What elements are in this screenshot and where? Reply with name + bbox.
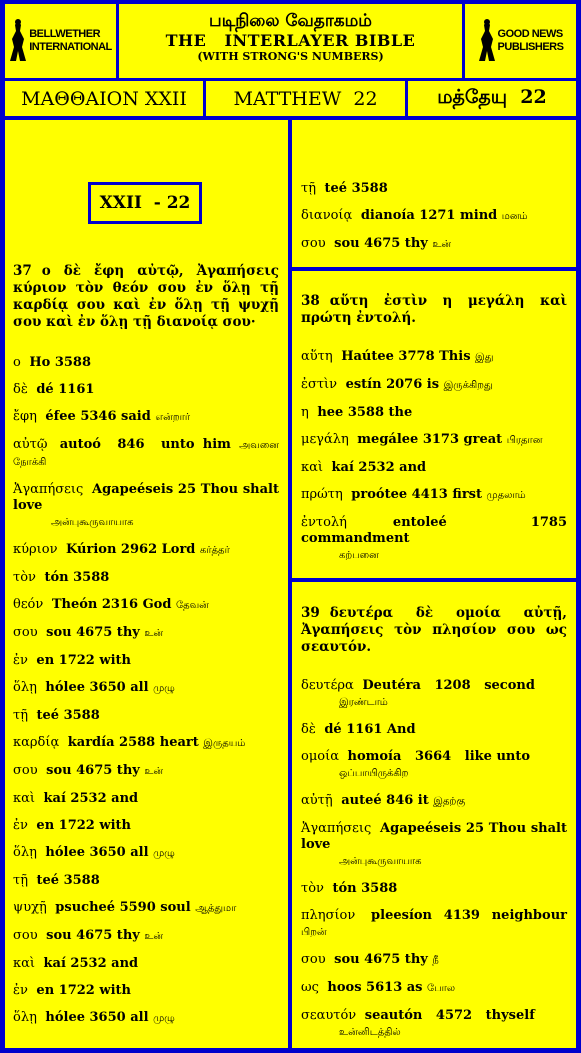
greek-word: αὐτῇ <box>301 793 333 808</box>
tamil-meaning: இரண்டாம் <box>339 697 388 708</box>
tamil-continuation <box>301 1024 567 1041</box>
word-entry <box>301 208 567 225</box>
transliteration: tón 3588 <box>327 881 402 896</box>
transliteration: kaí 2532 and <box>327 460 431 475</box>
tamil-meaning: அவனை நோக்கி <box>13 440 279 468</box>
tamil-meaning: உன் <box>144 766 164 777</box>
transliteration: dé 1161 <box>31 382 99 397</box>
word-entry <box>301 432 567 449</box>
greek-word: ομοία <box>301 749 339 764</box>
word-entry <box>301 881 567 897</box>
verse-number: 39 <box>301 605 320 621</box>
transliteration: sou 4675 thy <box>329 236 433 251</box>
word-entry <box>13 983 279 999</box>
word-entry <box>13 542 279 559</box>
book-title-greek <box>5 81 203 116</box>
transliteration: tón 3588 <box>39 570 114 585</box>
verse-number: 37 <box>13 263 32 279</box>
greek-word: καὶ <box>301 460 324 475</box>
word-entry <box>301 349 567 366</box>
greek-word: καὶ <box>13 791 36 806</box>
greek-word: σου <box>13 763 38 778</box>
transliteration: pleesíon 4139 neighbour <box>359 908 572 923</box>
goodnews-logo-box <box>465 4 576 78</box>
tamil-meaning: முழு <box>153 683 175 694</box>
word-list <box>301 181 567 253</box>
verse-greek: ο δὲ ἔφη αὐτῷ, Ἀγαπήσεις κύριον τὸν θεόν σου ἐν ὅλῃ τῇ καρδίᾳ σου καὶ ἐν ὅλῃ τῇ ψυχῇ σου καὶ ἐν ὅλῃ τῇ διανοίᾳ σου· <box>13 263 279 330</box>
greek-word: η <box>301 405 309 420</box>
tamil-meaning: பிறன் <box>301 927 327 938</box>
word-entry <box>13 791 279 807</box>
tamil-meaning: போல <box>427 983 456 994</box>
tamil-meaning: உன்னிடத்தில் <box>339 1027 401 1038</box>
tamil-meaning: இருக்கிறது <box>443 380 493 391</box>
transliteration: teé 3588 <box>31 708 105 723</box>
word-entry <box>301 515 577 564</box>
transliteration: éfee 5346 said <box>40 409 156 424</box>
logo-line-2: PUBLISHERS <box>497 41 564 53</box>
tamil-meaning: உன் <box>432 239 452 250</box>
tamil-meaning: மனம் <box>501 211 528 222</box>
tamil-continuation <box>301 694 567 711</box>
greek-word: Ἀγαπήσεις <box>13 482 84 497</box>
greek-word: ψυχῇ <box>13 900 47 915</box>
transliteration: proótee 4413 first <box>346 487 487 502</box>
greek-word: τὸν <box>301 881 324 896</box>
word-entry <box>13 437 279 471</box>
transliteration: autoó 846 unto him <box>51 437 240 452</box>
greek-word: θεόν <box>13 597 44 612</box>
tamil-meaning: அன்புகூருவாயாக <box>339 856 422 867</box>
transliteration: hólee 3650 all <box>40 845 154 860</box>
word-entry <box>301 236 567 253</box>
transliteration: teé 3588 <box>31 873 105 888</box>
transliteration: Agapeéseis 25 Thou shalt love <box>301 821 572 852</box>
title-english: THE INTERLAYER BIBLE <box>165 31 416 50</box>
book-title-tamil <box>408 81 576 116</box>
greek-word: ἐντολή <box>301 515 347 530</box>
word-list <box>13 355 284 1027</box>
greek-word: σου <box>301 236 326 251</box>
transliteration: Agapeéseis 25 Thou shalt love <box>13 482 284 513</box>
word-entry <box>301 1008 567 1041</box>
greek-word: δευτέρα <box>301 678 354 693</box>
logo-line-1: GOOD NEWS <box>497 28 563 40</box>
transliteration: hólee 3650 all <box>40 680 154 695</box>
transliteration: auteé 846 it <box>336 793 434 808</box>
word-entry <box>301 980 567 997</box>
greek-word: πρώτη <box>301 487 343 502</box>
greek-word: διανοίᾳ <box>301 208 353 223</box>
greek-word: τῇ <box>13 708 28 723</box>
verse-39-text <box>301 605 567 656</box>
chapter-label <box>88 182 202 224</box>
tamil-meaning: முழு <box>153 1013 175 1024</box>
word-list <box>301 349 577 564</box>
word-entry <box>301 678 567 711</box>
transliteration: kaí 2532 and <box>39 791 143 806</box>
transliteration: sou 4675 thy <box>41 763 145 778</box>
greek-word: δὲ <box>301 722 316 737</box>
transliteration: kaí 2532 and <box>39 956 143 971</box>
verse-37-text <box>13 263 279 331</box>
greek-word: Ἀγαπήσεις <box>301 821 372 836</box>
transliteration: en 1722 with <box>31 818 136 833</box>
tamil-meaning: இதற்கு <box>433 796 466 807</box>
greek-word: ἔφη <box>13 409 37 424</box>
word-entry <box>13 482 284 531</box>
bellwether-sheep-icon <box>9 17 27 65</box>
transliteration: teé 3588 <box>319 181 393 196</box>
tamil-meaning: முழு <box>153 848 175 859</box>
word-entry <box>13 956 279 972</box>
word-entry <box>13 818 279 834</box>
greek-word: ὅλῃ <box>13 1010 37 1025</box>
greek-word: καὶ <box>13 956 36 971</box>
word-entry <box>13 570 279 586</box>
verse-37-block <box>13 263 284 1038</box>
verse-38-text <box>301 293 567 327</box>
word-entry <box>301 377 567 394</box>
word-entry <box>13 409 279 426</box>
tamil-meaning: கற்பனை <box>339 550 379 561</box>
book-tamil-label: மத்தேயு 22 <box>437 86 547 108</box>
tamil-meaning: இருதயம் <box>203 738 246 749</box>
transliteration: kardía 2588 heart <box>63 735 204 750</box>
tamil-continuation <box>301 547 567 564</box>
tamil-meaning: கர்த்தர் <box>199 545 230 556</box>
greek-word: τῇ <box>13 873 28 888</box>
tamil-meaning: பிரதான <box>506 435 543 446</box>
tamil-meaning: நீ <box>432 955 439 966</box>
transliteration: Haútee 3778 This <box>336 349 476 364</box>
word-entry <box>13 845 279 862</box>
transliteration: psucheé 5590 soul <box>50 900 196 915</box>
word-entry <box>13 1010 279 1027</box>
word-entry <box>13 928 279 945</box>
greek-word: σου <box>301 952 326 967</box>
word-entry <box>301 405 567 421</box>
tamil-meaning: இது <box>475 352 494 363</box>
greek-word: πλησίον <box>301 908 356 923</box>
transliteration: en 1722 with <box>31 653 136 668</box>
word-entry <box>13 900 279 917</box>
tamil-continuation <box>13 514 279 531</box>
greek-word: δὲ <box>13 382 28 397</box>
transliteration: hoos 5613 as <box>322 980 428 995</box>
transliteration: seautón 4572 thyself <box>360 1008 540 1023</box>
greek-word: αὐτῷ <box>13 437 48 452</box>
greek-word: μεγάλη <box>301 432 349 447</box>
tamil-continuation <box>301 765 567 782</box>
book-greek-label: ΜΑΘΘΑΙΟΝ XXII <box>21 87 187 110</box>
word-entry <box>301 952 567 969</box>
transliteration: megálee 3173 great <box>352 432 507 447</box>
word-entry <box>301 908 572 941</box>
word-entry <box>13 382 279 398</box>
transliteration: sou 4675 thy <box>41 625 145 640</box>
word-entry <box>13 597 279 614</box>
tamil-meaning: உன் <box>144 628 164 639</box>
greek-word: τῇ <box>301 181 316 196</box>
greek-word: σεαυτόν <box>301 1008 357 1023</box>
greek-word: καρδίᾳ <box>13 735 60 750</box>
tamil-meaning: முதலாம் <box>486 490 526 501</box>
greek-word: τὸν <box>13 570 36 585</box>
transliteration: Kúrion 2962 Lord <box>61 542 200 557</box>
greek-word: ἐν <box>13 983 28 998</box>
word-entry <box>301 749 567 782</box>
book-title-english <box>206 81 405 116</box>
chapter-label-text: XXII - 22 <box>99 193 191 213</box>
tamil-meaning: ஆத்துமா <box>195 903 237 914</box>
transliteration: hee 3588 the <box>312 405 417 420</box>
greek-word: κύριον <box>13 542 58 557</box>
title-tamil: படிநிலை வேதாகமம் <box>209 11 372 31</box>
transliteration: entoleé 1785 commandment <box>301 515 577 546</box>
transliteration: dianoía 1271 mind <box>356 208 502 223</box>
logo-line-2: INTERNATIONAL <box>29 41 112 53</box>
goodnews-figure-icon <box>478 17 496 65</box>
greek-word: σου <box>13 625 38 640</box>
word-entry <box>13 873 279 889</box>
verse-greek: δευτέρα δὲ ομοία αὐτῇ, Ἀγαπήσεις τὸν πλησίον σου ως σεαυτόν. <box>301 605 567 655</box>
word-entry <box>301 181 567 197</box>
tamil-continuation <box>301 853 567 870</box>
word-entry <box>301 460 567 476</box>
verse-39-block <box>301 605 572 1052</box>
title-box <box>119 4 462 78</box>
word-entry <box>301 821 572 870</box>
bellwether-logo-box <box>5 4 116 78</box>
greek-word: ως <box>301 980 319 995</box>
word-entry <box>13 680 279 697</box>
verse-number: 38 <box>301 293 320 309</box>
word-entry <box>301 487 567 504</box>
word-list <box>301 678 572 1041</box>
greek-word: αὕτη <box>301 349 333 364</box>
transliteration: homoía 3664 like unto <box>342 749 535 764</box>
greek-word: ο <box>13 355 21 370</box>
greek-word: ἐστὶν <box>301 377 338 392</box>
word-entry <box>13 653 279 669</box>
tamil-meaning: உன் <box>144 931 164 942</box>
transliteration: dé 1161 And <box>319 722 421 737</box>
greek-word: ὅλῃ <box>13 845 37 860</box>
transliteration: Theón 2316 God <box>47 597 176 612</box>
transliteration: Deutéra 1208 second <box>357 678 540 693</box>
transliteration: hólee 3650 all <box>40 1010 154 1025</box>
transliteration: sou 4675 thy <box>41 928 145 943</box>
greek-word: ἐν <box>13 653 28 668</box>
word-entry <box>13 735 279 752</box>
word-entry <box>13 708 279 724</box>
transliteration: Ho 3588 <box>24 355 96 370</box>
verse-37-continued <box>301 181 567 264</box>
word-entry <box>13 355 279 371</box>
greek-word: ἐν <box>13 818 28 833</box>
transliteration: en 1722 with <box>31 983 136 998</box>
tamil-meaning: ஒப்பாயிருக்கிற <box>339 768 409 779</box>
word-entry <box>13 763 279 780</box>
tamil-meaning: தேவன் <box>175 600 209 611</box>
transliteration: sou 4675 thy <box>329 952 433 967</box>
word-entry <box>13 625 279 642</box>
word-entry <box>301 722 567 738</box>
title-subtitle: (WITH STRONG'S NUMBERS) <box>197 50 384 63</box>
greek-word: ὅλῃ <box>13 680 37 695</box>
greek-word: σου <box>13 928 38 943</box>
word-entry <box>301 793 567 810</box>
verse-greek: αὕτη ἐστὶν η μεγάλη καὶ πρώτη ἐντολή. <box>301 293 567 326</box>
tamil-meaning: அன்புகூருவாயாக <box>51 517 134 528</box>
logo-line-1: BELLWETHER <box>29 28 101 40</box>
transliteration: estín 2076 is <box>341 377 444 392</box>
book-english-label: MATTHEW 22 <box>233 87 378 110</box>
verse-38-block <box>301 293 577 575</box>
tamil-meaning: என்றார் <box>155 412 191 423</box>
